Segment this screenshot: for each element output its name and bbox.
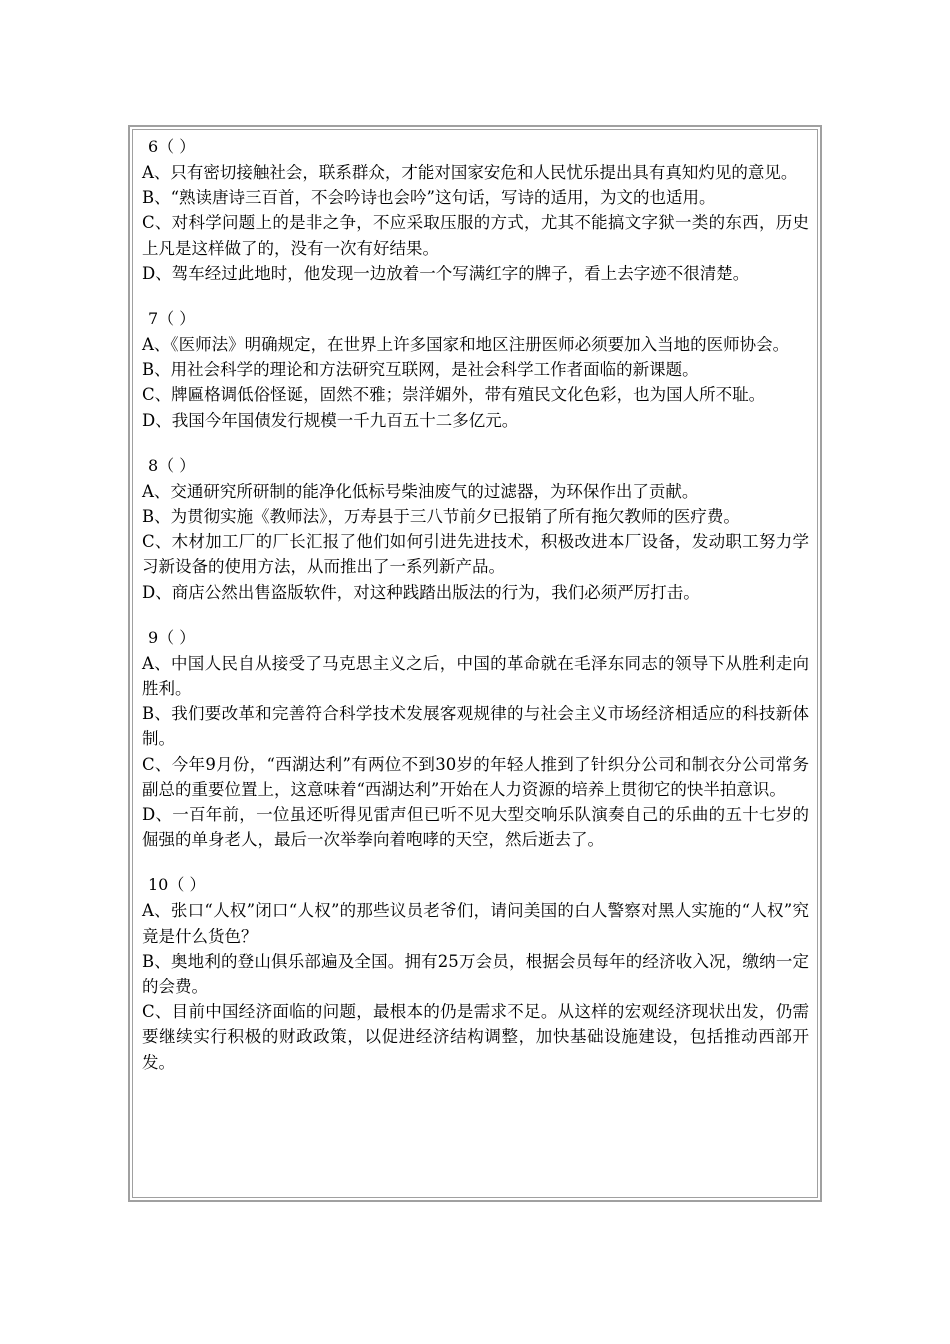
option-d: D、我国今年国债发行规模一千九百五十二多亿元。: [142, 410, 519, 430]
option-b: B、为贯彻实施《教师法》，万寿县于三八节前夕已报销了所有拖欠教师的医疗费。: [142, 507, 740, 527]
option-a: A、交通研究所研制的能净化低标号柴油废气的过滤器，为环保作出了贡献。: [142, 481, 699, 501]
question-6: [142, 134, 809, 286]
option-c: C、对科学问题上的是非之争，不应采取压服的方式，尤其不能搞文字狱一类的东西，历史上凡是这样做了的，没有一次有好结果。: [142, 213, 809, 258]
question-number: 9（ ）: [148, 627, 196, 647]
question-9: [142, 625, 809, 853]
option-d: D、驾车经过此地时，他发现一边放着一个写满红字的牌子，看上去字迹不很清楚。: [142, 263, 750, 283]
option-d: D、一百年前，一位虽还听得见雷声但已听不见大型交响乐队演奏自己的乐曲的五十七岁的倔强的单身老人，最后一次举拳向着咆哮的天空，然后逝去了。: [142, 805, 809, 850]
question-table: [128, 125, 822, 1202]
option-d: D、商店公然出售盗版软件，对这种践踏出版法的行为，我们必须严厉打击。: [142, 582, 700, 602]
question-10: [142, 872, 809, 1074]
option-b: B、用社会科学的理论和方法研究互联网，是社会科学工作者面临的新课题。: [142, 360, 699, 380]
question-7: [142, 306, 809, 433]
option-b: B、我们要改革和完善符合科学技术发展客观规律的与社会主义市场经济相适应的科技新体制。: [142, 704, 809, 749]
option-b: B、奥地利的登山俱乐部遍及全国。拥有25万会员，根据会员每年的经济收入况，缴纳一定的会费。: [142, 951, 809, 997]
option-a: A、《医师法》明确规定，在世界上许多国家和地区注册医师必须要加入当地的医师协会。: [142, 335, 790, 355]
question-cell: [132, 129, 818, 1198]
question-number: 7（ ）: [148, 309, 196, 329]
option-a: A、张口“人权”闭口“人权”的那些议员老爷们，请问美国的白人警察对黑人实施的“人权”究竟是什么货色？: [142, 901, 809, 946]
option-c: C、牌匾格调低俗怪诞，固然不雅；崇洋媚外，带有殖民文化色彩，也为国人所不耻。: [142, 385, 766, 405]
option-a: A、只有密切接触社会，联系群众，才能对国家安危和人民忧乐提出具有真知灼见的意见。: [142, 163, 798, 182]
option-b: B、“熟读唐诗三百首，不会吟诗也会吟”这句话，写诗的适用，为文的也适用。: [142, 188, 716, 208]
option-c: C、目前中国经济面临的问题，最根本的仍是需求不足。从这样的宏观经济现状出发，仍需要继续实行积极的财政政策，以促进经济结构调整，加快基础设施建设，包括推动西部开发。: [142, 1002, 809, 1072]
option-c: C、今年9月份，“西湖达利”有两位不到30岁的年轻人推到了针织分公司和制衣分公司常务副总的重要位置上，这意味着“西湖达利”开始在人力资源的培养上贯彻它的快半拍意识。: [142, 754, 809, 799]
question-8: [142, 453, 809, 605]
question-number: 6（ ）: [148, 137, 196, 156]
option-a: A、中国人民自从接受了马克思主义之后，中国的革命就在毛泽东同志的领导下从胜利走向胜利。: [142, 653, 809, 699]
question-number: 8（ ）: [148, 455, 196, 475]
option-c: C、木材加工厂的厂长汇报了他们如何引进先进技术，积极改进本厂设备，发动职工努力学习新设备的使用方法，从而推出了一系列新产品。: [142, 532, 809, 577]
question-number: 10（ ）: [148, 875, 206, 895]
